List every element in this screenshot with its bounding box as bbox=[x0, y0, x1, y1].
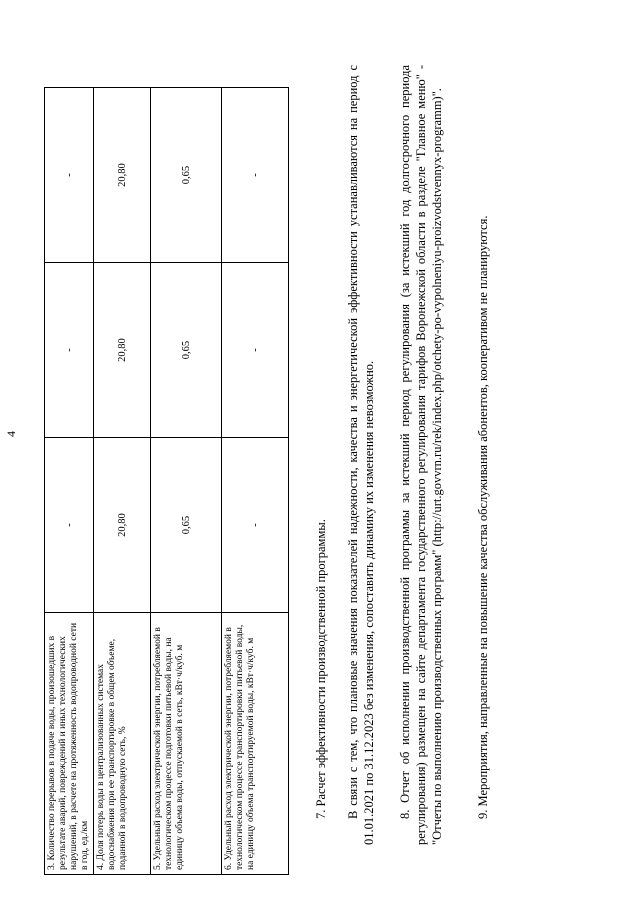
indicator-value: 20,80 bbox=[94, 88, 151, 263]
indicator-value: - bbox=[222, 438, 289, 613]
table-row bbox=[151, 88, 222, 875]
indicators-table bbox=[44, 87, 289, 875]
table-row bbox=[222, 88, 289, 875]
indicator-name: 6. Удельный расход электрической энергии, потребляемой в технологическом процессе транспортировки питьевой воды, на единицу объема транспортируемой воды, кВт·ч/куб. м bbox=[222, 612, 289, 874]
indicator-value: 0,65 bbox=[151, 88, 222, 263]
indicator-name: 5. Удельный расход электрической энергии, потребляемой в технологическом процессе подготовки питьевой воды, на единицу объема воды, отпускаемой в сеть, кВт·ч/куб. м bbox=[151, 612, 222, 874]
indicator-value: 20,80 bbox=[94, 438, 151, 613]
indicator-value: - bbox=[222, 263, 289, 438]
indicator-value: 0,65 bbox=[151, 438, 222, 613]
page-number: 4 bbox=[4, 431, 18, 437]
indicator-value: - bbox=[45, 438, 94, 613]
indicator-value: - bbox=[45, 263, 94, 438]
table-row bbox=[45, 88, 94, 875]
indicator-name: 4. Доля потерь воды в централизованных системах водоснабжения при ее транспортировке в общем объеме, поданной в водопроводную сеть, % bbox=[94, 612, 151, 874]
indicator-value: - bbox=[222, 88, 289, 263]
indicator-value: 20,80 bbox=[94, 263, 151, 438]
indicator-value: 0,65 bbox=[151, 263, 222, 438]
indicator-value: - bbox=[45, 88, 94, 263]
table-row bbox=[94, 88, 151, 875]
indicator-name: 3. Количество перерывов в подаче воды, произошедших в результате аварий, повреждений и иных технологических нарушений, в расчете на протяженность водопроводной сети в год, ед./км bbox=[45, 612, 94, 874]
section-7-heading: 7. Расчет эффективности производственной программы. bbox=[314, 519, 328, 819]
section-9-measures-paragraph: 9. Мероприятия, направленные на повышение качества обслуживания абонентов, кооперативом не планируются. bbox=[476, 215, 490, 819]
section-8-report-paragraph: 8. Отчет об исполнении производственной программы за истекший период регулирования (за истекший год долгосрочного периода регулирования) размещен на сайте департамента государственного регулирования тарифов Воронежской области в разделе "Главное меню" - "Отчеты по выполнению производственных программ" (http://urt.govvrn.ru/rek/index.php/otchety-po-vypolneniyu-proizvodstvennyx-programm)". bbox=[398, 65, 444, 845]
efficiency-paragraph: В связи с тем, что плановые значения показателей надежности, качества и энергетической эффективности устанавливаются на период с 01.01.2021 по 31.12.2023 без изменения, сопоставить динамику их изменения невозможно. bbox=[346, 65, 376, 845]
